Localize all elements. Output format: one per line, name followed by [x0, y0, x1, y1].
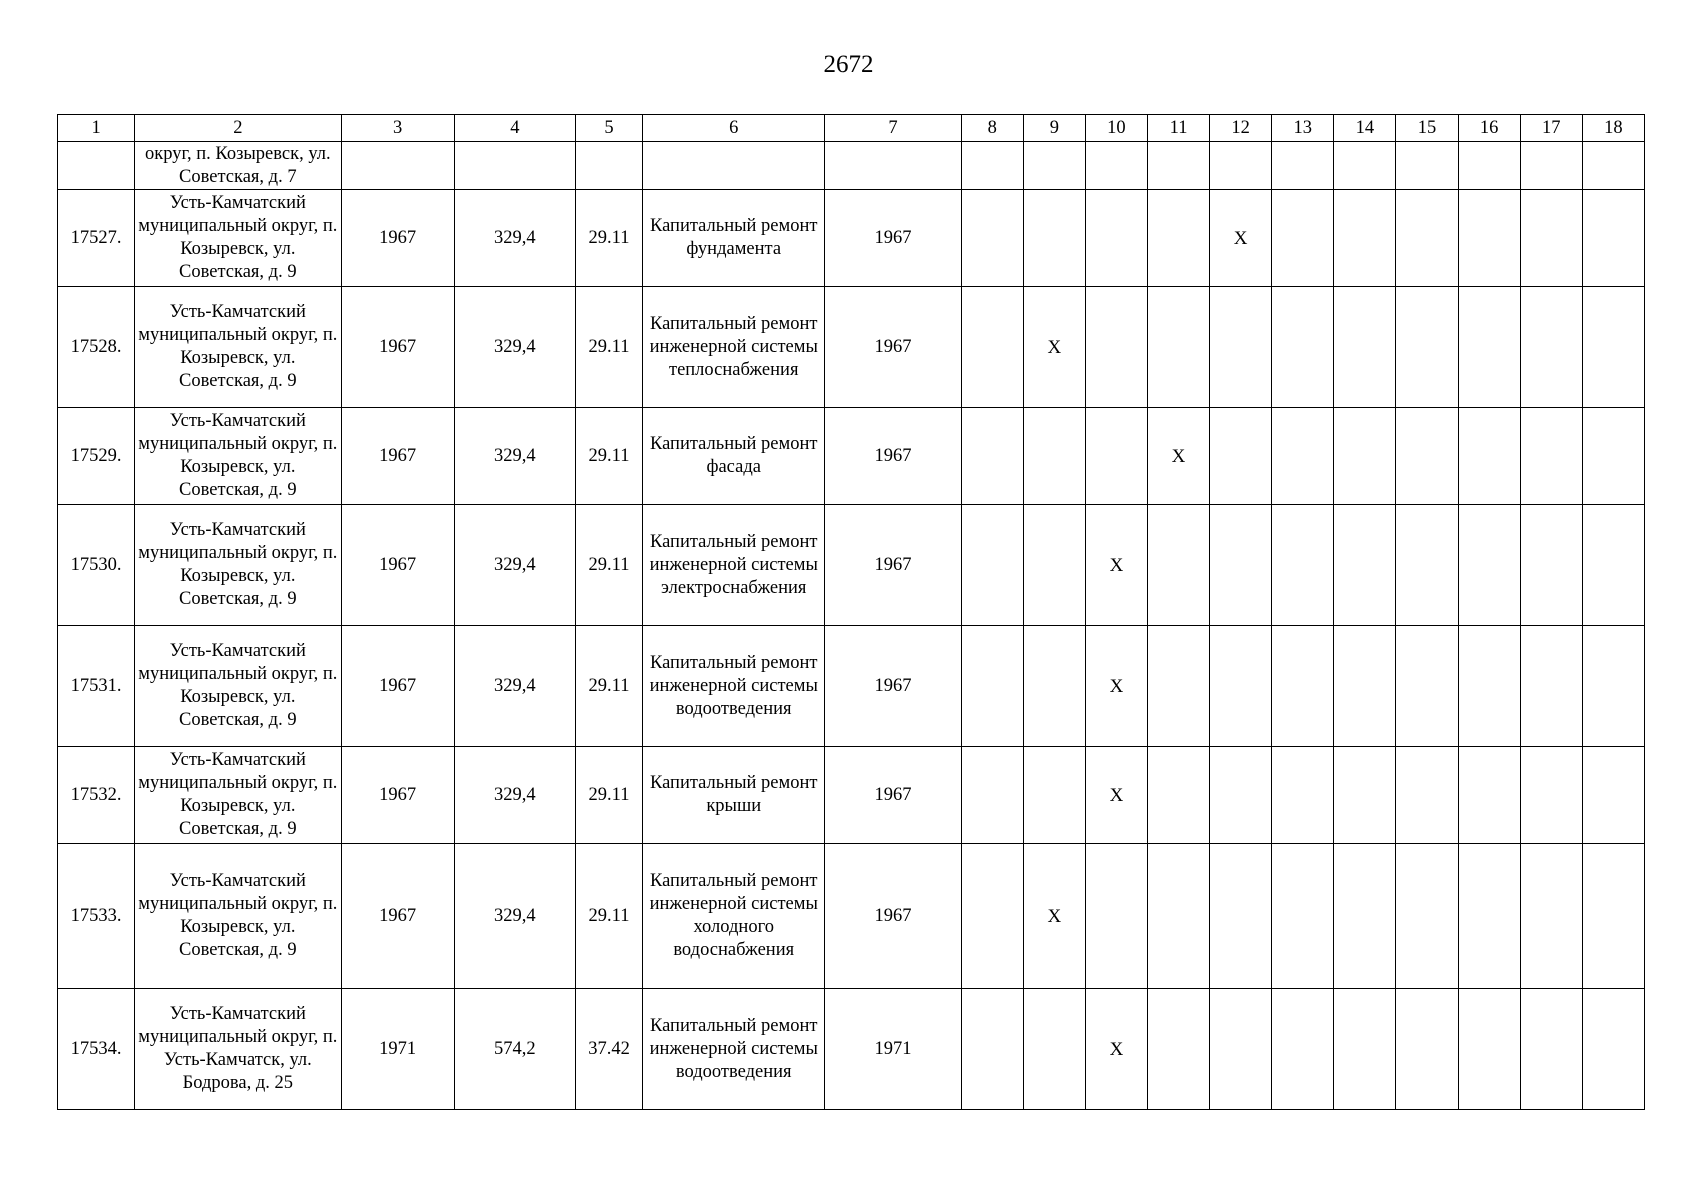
year-built-cell: [341, 142, 454, 190]
empty-cell: [1396, 142, 1458, 190]
empty-cell: [1520, 844, 1582, 989]
year-built-cell: 1971: [341, 989, 454, 1110]
year-cell: [825, 142, 961, 190]
empty-cell: [961, 626, 1023, 747]
empty-cell: [961, 287, 1023, 408]
empty-cell: [1023, 190, 1085, 287]
empty-cell: [961, 408, 1023, 505]
column-header-2: 2: [135, 115, 341, 142]
empty-cell: [1520, 287, 1582, 408]
empty-cell: [1458, 747, 1520, 844]
empty-cell: [1396, 626, 1458, 747]
column-header-12: 12: [1210, 115, 1272, 142]
table-row: [58, 142, 1645, 190]
empty-cell: [1582, 747, 1644, 844]
row-number: 17529.: [58, 408, 135, 505]
year-built-cell: 1967: [341, 408, 454, 505]
table-row: [58, 408, 1645, 505]
address-cell: Усть-Камчатский муниципальный округ, п. Козыревск, ул. Советская, д. 9: [135, 844, 341, 989]
empty-cell: [1582, 626, 1644, 747]
empty-cell: [961, 505, 1023, 626]
year-built-cell: 1967: [341, 626, 454, 747]
table-row: [58, 190, 1645, 287]
empty-cell: [1334, 190, 1396, 287]
data-table: [57, 114, 1645, 1110]
mark-cell: X: [1210, 190, 1272, 287]
year-cell: 1971: [825, 989, 961, 1110]
work-type-cell: Капитальный ремонт инженерной системы холодного водоснабжения: [643, 844, 825, 989]
cost-cell: 29.11: [575, 844, 642, 989]
mark-cell: X: [1085, 989, 1147, 1110]
address-cell: Усть-Камчатский муниципальный округ, п. Козыревск, ул. Советская, д. 9: [135, 505, 341, 626]
empty-cell: [1334, 626, 1396, 747]
area-cell: 329,4: [454, 626, 575, 747]
address-cell: Усть-Камчатский муниципальный округ, п. Козыревск, ул. Советская, д. 9: [135, 408, 341, 505]
area-cell: 574,2: [454, 989, 575, 1110]
header-row: [58, 115, 1645, 142]
empty-cell: [1582, 844, 1644, 989]
empty-cell: [1023, 408, 1085, 505]
empty-cell: [1272, 844, 1334, 989]
address-cell: Усть-Камчатский муниципальный округ, п. Козыревск, ул. Советская, д. 9: [135, 747, 341, 844]
empty-cell: [1396, 287, 1458, 408]
mark-cell: X: [1085, 626, 1147, 747]
empty-cell: [1210, 287, 1272, 408]
cost-cell: 37.42: [575, 989, 642, 1110]
column-header-10: 10: [1085, 115, 1147, 142]
empty-cell: [961, 844, 1023, 989]
address-cell: округ, п. Козыревск, ул. Советская, д. 7: [135, 142, 341, 190]
empty-cell: [961, 142, 1023, 190]
work-type-cell: Капитальный ремонт инженерной системы электроснабжения: [643, 505, 825, 626]
area-cell: 329,4: [454, 190, 575, 287]
column-header-16: 16: [1458, 115, 1520, 142]
empty-cell: [1272, 989, 1334, 1110]
empty-cell: [1272, 190, 1334, 287]
empty-cell: [1210, 989, 1272, 1110]
row-number: 17527.: [58, 190, 135, 287]
empty-cell: [1085, 190, 1147, 287]
empty-cell: [1396, 505, 1458, 626]
column-header-8: 8: [961, 115, 1023, 142]
year-built-cell: 1967: [341, 747, 454, 844]
empty-cell: [1334, 844, 1396, 989]
row-number: 17533.: [58, 844, 135, 989]
empty-cell: [1582, 989, 1644, 1110]
empty-cell: [1210, 142, 1272, 190]
work-type-cell: Капитальный ремонт фасада: [643, 408, 825, 505]
empty-cell: [1147, 747, 1209, 844]
empty-cell: [1334, 747, 1396, 844]
empty-cell: [1085, 142, 1147, 190]
year-cell: 1967: [825, 626, 961, 747]
column-header-7: 7: [825, 115, 961, 142]
column-header-15: 15: [1396, 115, 1458, 142]
empty-cell: [1210, 747, 1272, 844]
work-type-cell: Капитальный ремонт инженерной системы водоотведения: [643, 626, 825, 747]
row-number: 17528.: [58, 287, 135, 408]
empty-cell: [1210, 505, 1272, 626]
empty-cell: [1458, 626, 1520, 747]
empty-cell: [1334, 989, 1396, 1110]
work-type-cell: [643, 142, 825, 190]
empty-cell: [1582, 408, 1644, 505]
column-header-4: 4: [454, 115, 575, 142]
mark-cell: X: [1023, 287, 1085, 408]
empty-cell: [1582, 190, 1644, 287]
empty-cell: [1085, 844, 1147, 989]
empty-cell: [1272, 505, 1334, 626]
empty-cell: [1023, 626, 1085, 747]
area-cell: 329,4: [454, 505, 575, 626]
year-built-cell: 1967: [341, 190, 454, 287]
empty-cell: [1458, 505, 1520, 626]
column-header-14: 14: [1334, 115, 1396, 142]
area-cell: 329,4: [454, 408, 575, 505]
address-cell: Усть-Камчатский муниципальный округ, п. Козыревск, ул. Советская, д. 9: [135, 190, 341, 287]
table-row: [58, 747, 1645, 844]
work-type-cell: Капитальный ремонт инженерной системы водоотведения: [643, 989, 825, 1110]
empty-cell: [1272, 747, 1334, 844]
empty-cell: [961, 989, 1023, 1110]
empty-cell: [1147, 626, 1209, 747]
year-cell: 1967: [825, 747, 961, 844]
empty-cell: [1147, 989, 1209, 1110]
row-number: 17534.: [58, 989, 135, 1110]
work-type-cell: Капитальный ремонт инженерной системы теплоснабжения: [643, 287, 825, 408]
empty-cell: [1582, 505, 1644, 626]
empty-cell: [1085, 287, 1147, 408]
empty-cell: [1272, 408, 1334, 505]
empty-cell: [1210, 844, 1272, 989]
empty-cell: [1023, 505, 1085, 626]
row-number: 17531.: [58, 626, 135, 747]
mark-cell: X: [1023, 844, 1085, 989]
cost-cell: 29.11: [575, 287, 642, 408]
mark-cell: X: [1085, 505, 1147, 626]
empty-cell: [1334, 408, 1396, 505]
column-header-6: 6: [643, 115, 825, 142]
empty-cell: [1334, 142, 1396, 190]
empty-cell: [1582, 142, 1644, 190]
empty-cell: [1147, 142, 1209, 190]
column-header-13: 13: [1272, 115, 1334, 142]
empty-cell: [1023, 989, 1085, 1110]
cost-cell: 29.11: [575, 408, 642, 505]
empty-cell: [961, 190, 1023, 287]
empty-cell: [1520, 142, 1582, 190]
table-row: [58, 505, 1645, 626]
year-cell: 1967: [825, 505, 961, 626]
empty-cell: [1520, 505, 1582, 626]
empty-cell: [1147, 190, 1209, 287]
empty-cell: [1396, 747, 1458, 844]
empty-cell: [1458, 408, 1520, 505]
empty-cell: [1210, 626, 1272, 747]
empty-cell: [1023, 142, 1085, 190]
address-cell: Усть-Камчатский муниципальный округ, п. Усть-Камчатск, ул. Бодрова, д. 25: [135, 989, 341, 1110]
empty-cell: [1520, 989, 1582, 1110]
empty-cell: [961, 747, 1023, 844]
empty-cell: [1396, 989, 1458, 1110]
empty-cell: [1396, 408, 1458, 505]
table-row: [58, 989, 1645, 1110]
empty-cell: [1458, 989, 1520, 1110]
empty-cell: [1272, 142, 1334, 190]
address-cell: Усть-Камчатский муниципальный округ, п. Козыревск, ул. Советская, д. 9: [135, 287, 341, 408]
page-number: 2672: [823, 51, 874, 78]
empty-cell: [1334, 505, 1396, 626]
area-cell: [454, 142, 575, 190]
work-type-cell: Капитальный ремонт крыши: [643, 747, 825, 844]
empty-cell: [1396, 844, 1458, 989]
cost-cell: 29.11: [575, 505, 642, 626]
area-cell: 329,4: [454, 747, 575, 844]
mark-cell: X: [1085, 747, 1147, 844]
cost-cell: [575, 142, 642, 190]
address-cell: Усть-Камчатский муниципальный округ, п. Козыревск, ул. Советская, д. 9: [135, 626, 341, 747]
empty-cell: [1272, 287, 1334, 408]
row-number: 17532.: [58, 747, 135, 844]
empty-cell: [1458, 142, 1520, 190]
empty-cell: [1085, 408, 1147, 505]
year-cell: 1967: [825, 408, 961, 505]
area-cell: 329,4: [454, 287, 575, 408]
empty-cell: [1520, 747, 1582, 844]
cost-cell: 29.11: [575, 747, 642, 844]
column-header-9: 9: [1023, 115, 1085, 142]
empty-cell: [1396, 190, 1458, 287]
empty-cell: [1147, 505, 1209, 626]
empty-cell: [1520, 408, 1582, 505]
column-header-5: 5: [575, 115, 642, 142]
empty-cell: [1147, 844, 1209, 989]
row-number: 17530.: [58, 505, 135, 626]
empty-cell: [1458, 287, 1520, 408]
column-header-3: 3: [341, 115, 454, 142]
column-header-11: 11: [1147, 115, 1209, 142]
table-row: [58, 626, 1645, 747]
mark-cell: X: [1147, 408, 1209, 505]
empty-cell: [1520, 190, 1582, 287]
table-body: [58, 142, 1645, 1110]
year-built-cell: 1967: [341, 844, 454, 989]
area-cell: 329,4: [454, 844, 575, 989]
cost-cell: 29.11: [575, 626, 642, 747]
year-cell: 1967: [825, 190, 961, 287]
year-cell: 1967: [825, 844, 961, 989]
empty-cell: [1147, 287, 1209, 408]
empty-cell: [1210, 408, 1272, 505]
table-row: [58, 844, 1645, 989]
empty-cell: [1334, 287, 1396, 408]
year-built-cell: 1967: [341, 505, 454, 626]
row-number: [58, 142, 135, 190]
table-row: [58, 287, 1645, 408]
empty-cell: [1023, 747, 1085, 844]
cost-cell: 29.11: [575, 190, 642, 287]
empty-cell: [1272, 626, 1334, 747]
column-header-17: 17: [1520, 115, 1582, 142]
column-header-1: 1: [58, 115, 135, 142]
year-cell: 1967: [825, 287, 961, 408]
empty-cell: [1520, 626, 1582, 747]
empty-cell: [1458, 190, 1520, 287]
empty-cell: [1582, 287, 1644, 408]
year-built-cell: 1967: [341, 287, 454, 408]
work-type-cell: Капитальный ремонт фундамента: [643, 190, 825, 287]
column-header-18: 18: [1582, 115, 1644, 142]
empty-cell: [1458, 844, 1520, 989]
